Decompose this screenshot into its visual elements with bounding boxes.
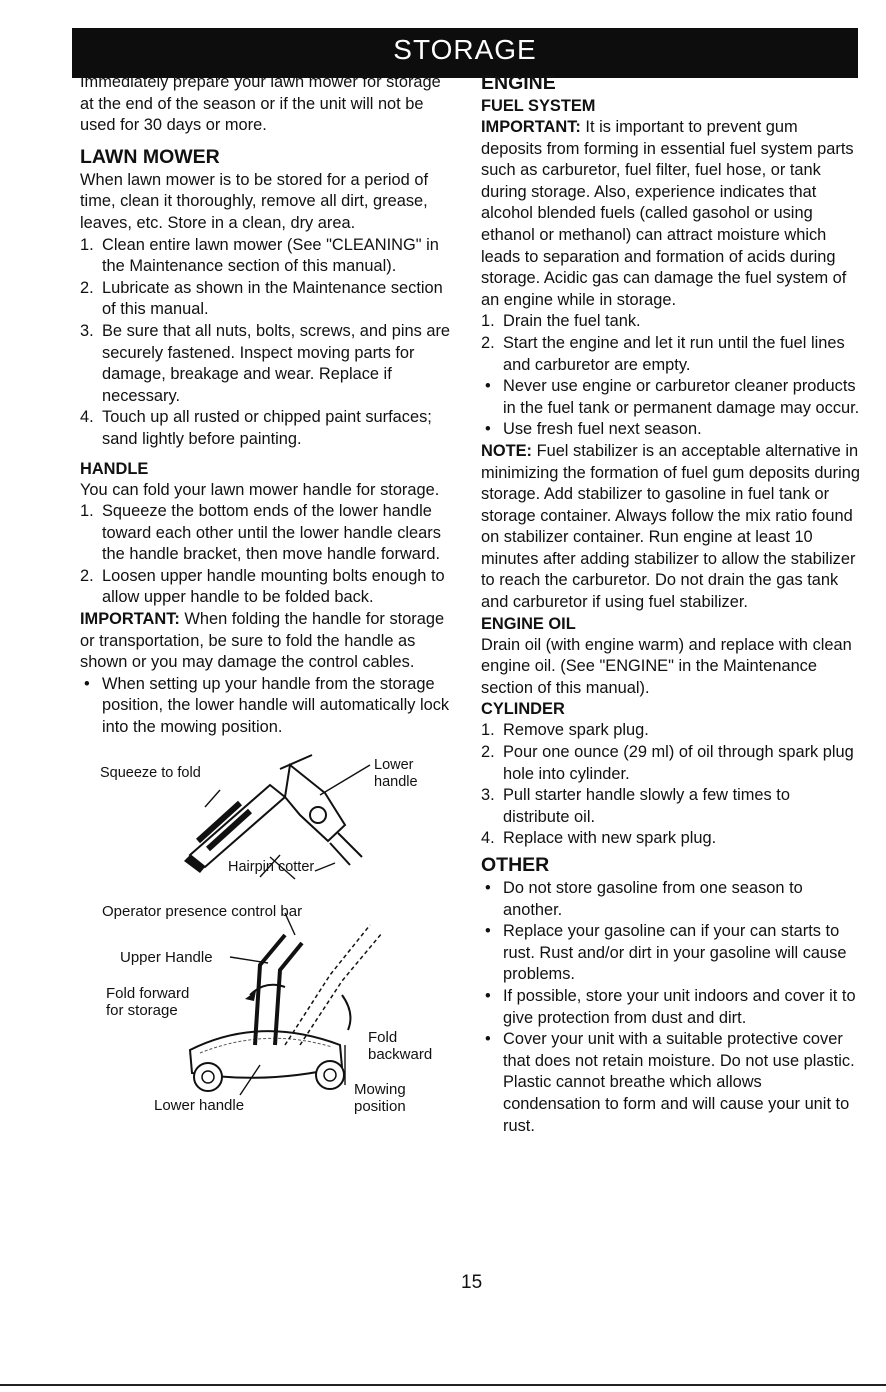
handle-important: IMPORTANT: When folding the handle for storage or transportation, be sure to fold the handle as shown or you may damage the control cables. xyxy=(80,610,445,672)
list-item: • Cover your unit with a suitable protective cover that does not retain moisture. Do not use plastic. Plastic cannot breathe which allows condensation to form and will cause your unit to rust. xyxy=(485,1030,855,1135)
list-item: 4. Touch up all rusted or chipped paint surfaces; sand lightly before painting. xyxy=(80,408,432,448)
operator-bar-label: Operator presence control bar xyxy=(102,902,303,920)
page-banner xyxy=(72,28,858,78)
fuel-steps xyxy=(481,311,861,376)
hairpin-label: Hairpin cotter xyxy=(228,858,315,875)
cylinder-heading: CYLINDER xyxy=(481,700,565,719)
list-item: • Replace your gasoline can if your can starts to rust. Rust and/or dirt in your gasoline will cause problems. xyxy=(485,922,847,984)
handle-bullets xyxy=(80,674,452,739)
fuel-system-heading: FUEL SYSTEM xyxy=(481,97,596,115)
mowing-position-label: Mowing position xyxy=(354,1080,406,1115)
bottom-rule xyxy=(0,1384,886,1386)
lower-handle-label: Lower handle xyxy=(374,756,418,790)
engine-heading: ENGINE xyxy=(481,72,556,94)
list-item: 3. Be sure that all nuts, bolts, screws, and pins are securely fastened. Inspect moving parts for damage, breakage and wear. Replace if necessary. xyxy=(80,321,451,405)
list-item: 3. Pull starter handle slowly a few times to distribute oil. xyxy=(481,786,790,826)
lawn-mower-steps xyxy=(80,235,452,451)
list-item: 2. Start the engine and let it run until the fuel lines and carburetor are empty. xyxy=(481,333,845,374)
other-heading: OTHER xyxy=(481,854,550,876)
squeeze-label: Squeeze to fold xyxy=(100,764,201,781)
list-item: • When setting up your handle from the storage position, the lower handle will automatically lock into the mowing position. xyxy=(84,674,450,737)
list-item: 2. Pour one ounce (29 ml) of oil through spark plug hole into cylinder. xyxy=(481,743,854,783)
list-item: • Do not store gasoline from one season to another. xyxy=(485,879,803,919)
lawn-mower-heading: LAWN MOWER xyxy=(80,145,220,168)
handle-fold-figure xyxy=(80,745,452,895)
fuel-important: IMPORTANT: It is important to prevent gum deposits from forming in essential fuel system parts such as carburetor, fuel filter, fuel hose, or tank during storage. Also, experience indicates that alcohol blended fuels (called gasohol or using ethanol or methanol) can attract moisture which leads to separation and formation of acids during storage. Acidic gas can damage the fuel system of an engine while in storage. xyxy=(481,118,854,309)
list-item: 4. Replace with new spark plug. xyxy=(481,829,717,848)
lower-handle-label-2: Lower handle xyxy=(154,1096,245,1114)
list-item: 1. Squeeze the bottom ends of the lower handle toward each other until the lower handle clears the handle bracket, then move handle forward. xyxy=(80,502,441,564)
mower-fold-figure xyxy=(80,895,452,1115)
list-item: • Use fresh fuel next season. xyxy=(485,420,702,439)
fold-forward-label: Fold forward for storage xyxy=(106,984,190,1019)
list-item: • If possible, store your unit indoors and cover it to give protection from dust and dirt. xyxy=(485,986,856,1027)
list-item: 1. Clean entire lawn mower (See "CLEANING" in the Maintenance section of this manual). xyxy=(80,235,439,276)
right-column xyxy=(481,72,861,1137)
fuel-bullets xyxy=(481,376,861,441)
engine-oil-heading: ENGINE OIL xyxy=(481,614,576,633)
handle-heading: HANDLE xyxy=(80,459,149,478)
upper-handle-label: Upper Handle xyxy=(120,948,213,966)
list-item: 2. Lubricate as shown in the Maintenance section of this manual. xyxy=(80,278,443,319)
list-item: • Never use engine or carburetor cleaner products in the fuel tank or permanent damage may occur. xyxy=(485,377,860,417)
list-item: 1. Remove spark plug. xyxy=(481,721,649,740)
page-number: 15 xyxy=(461,1272,483,1293)
lawn-mower-text: When lawn mower is to be stored for a period of time, clean it thoroughly, remove all dirt, grease, leaves, etc. Store in a clean, dry area. xyxy=(80,170,429,232)
fold-backward-label: Fold backward xyxy=(368,1028,433,1063)
other-bullets xyxy=(481,878,861,1137)
intro-paragraph: Immediately prepare your lawn mower for storage at the end of the season or if the unit will not be used for 30 days or more. xyxy=(80,73,441,135)
left-column xyxy=(80,72,452,1115)
handle-steps xyxy=(80,501,452,609)
list-item: 1. Drain the fuel tank. xyxy=(481,312,641,331)
engine-oil-text: Drain oil (with engine warm) and replace with clean engine oil. (See "ENGINE" in the Maintenance section of this manual). xyxy=(481,635,852,697)
fuel-note: NOTE: Fuel stabilizer is an acceptable alternative in minimizing the formation of fuel gum deposits during storage. Add stabilizer to gasoline in fuel tank or storage container. Always follow the mix ratio found on stabilizer container. Run engine at least 10 minutes after adding stabilizer to allow the stabilizer to reach the carburetor. Do not drain the gas tank and carburetor if using fuel stabilizer. xyxy=(481,441,860,612)
cylinder-steps xyxy=(481,720,861,850)
list-item: 2. Loosen upper handle mounting bolts enough to allow upper handle to be folded back. xyxy=(80,566,445,607)
banner-title: STORAGE xyxy=(393,34,537,65)
handle-text: You can fold your lawn mower handle for storage. xyxy=(80,480,440,499)
